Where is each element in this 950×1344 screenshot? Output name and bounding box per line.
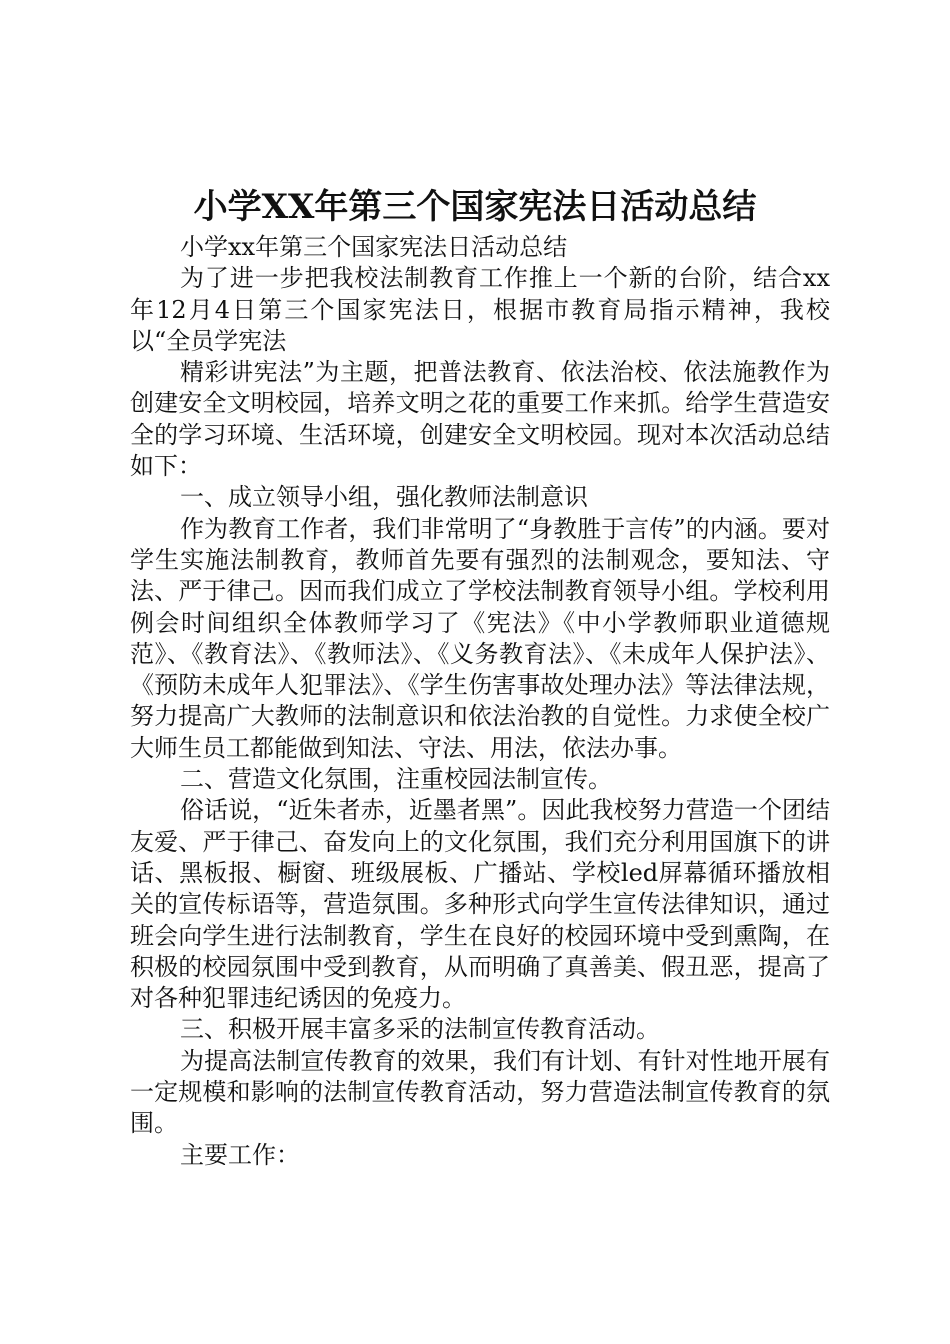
section-heading-2: 二、营造文化氛围，注重校园法制宣传。 <box>180 765 612 794</box>
paragraph-section-1: 作为教育工作者，我们非常明了“身教胜于言传”的内涵。要对学生实施法制教育，教师首先要有强烈的法制观念，要知法、守法、严于律己。因而我们成立了学校法制教育领导小组。学校利用例会时间组织全体教师学习了《宪法》《中小学教师职业道德规范》、《教育法》、《教师法》、《义务教育法》、《未成年人保护法》、《预防未成年人犯罪法》、《学生伤害事故处理办法》等法律法规，努力提高广大教师的法制意识和依法治教的自觉性。力求使全校广大师生员工都能做到知法、守法、用法，依法办事。 <box>130 514 830 762</box>
paragraph-section-2: 俗话说，“近朱者赤，近墨者黑”。因此我校努力营造一个团结友爱、严于律己、奋发向上的文化氛围，我们充分利用国旗下的讲话、黑板报、橱窗、班级展板、广播站、学校led屏幕循环播放相关的宣传标语等，营造氛围。多种形式向学生宣传法律知识，通过班会向学生进行法制教育，学生在良好的校园环境中受到熏陶，在积极的校园氛围中受到教育，从而明确了真善美、假丑恶，提高了对各种犯罪违纪诱因的免疫力。 <box>130 796 830 1013</box>
document-body <box>130 232 830 1171</box>
paragraph-intro: 为了进一步把我校法制教育工作推上一个新的台阶，结合xx年12月4日第三个国家宪法日，根据市教育局指示精神，我校以“全员学宪法 <box>130 264 830 355</box>
section-heading-3: 三、积极开展丰富多采的法制宣传教育活动。 <box>180 1015 660 1044</box>
document-title: 小学XX年第三个国家宪法日活动总结 <box>193 187 757 227</box>
paragraph-subtitle: 小学xx年第三个国家宪法日活动总结 <box>180 233 568 261</box>
paragraph-theme: 精彩讲宪法”为主题，把普法教育、依法治校、依法施教作为创建安全文明校园，培养文明之花的重要工作来抓。给学生营造安全的学习环境、生活环境，创建安全文明校园。现对本次活动总结如下： <box>130 358 830 481</box>
paragraph-main-work: 主要工作： <box>180 1140 300 1169</box>
paragraph-section-3: 为提高法制宣传教育的效果，我们有计划、有针对性地开展有一定规模和影响的法制宣传教育活动，努力营造法制宣传教育的氛围。 <box>130 1046 830 1138</box>
section-heading-1: 一、成立领导小组，强化教师法制意识 <box>180 483 588 512</box>
